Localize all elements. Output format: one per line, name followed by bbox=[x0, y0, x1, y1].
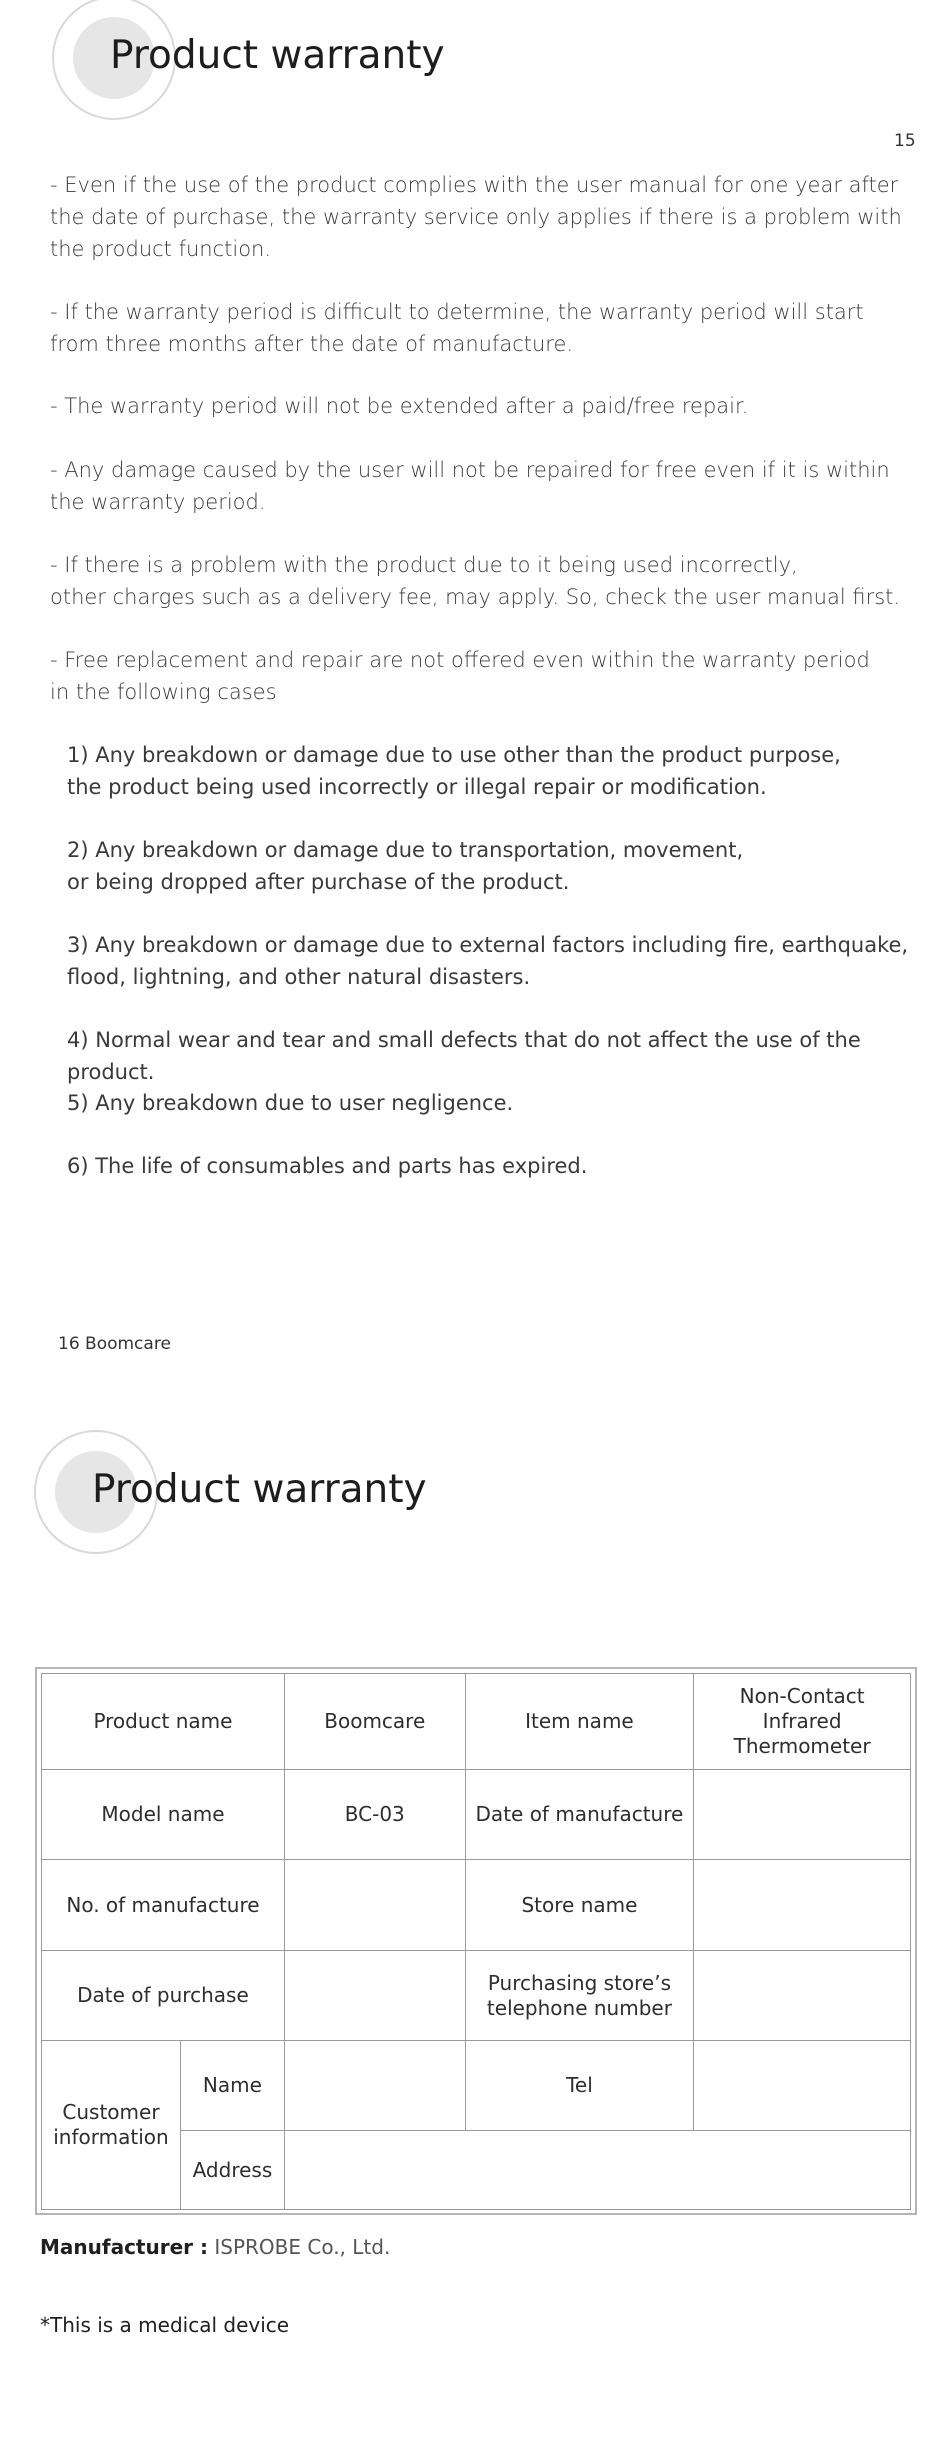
customer-name-label: Name bbox=[180, 2041, 284, 2131]
table-row bbox=[42, 1770, 911, 1860]
warranty-card bbox=[35, 1667, 917, 2215]
warranty-paragraph: - Free replacement and repair are not offered even within the warranty period in the following cases bbox=[50, 648, 870, 704]
date-of-manufacture-label: Date of manufacture bbox=[465, 1770, 694, 1860]
store-phone-label: Purchasing store’s telephone number bbox=[465, 1951, 694, 2041]
no-of-manufacture-value bbox=[284, 1860, 465, 1951]
no-of-manufacture-label: No. of manufacture bbox=[42, 1860, 285, 1951]
item-name-label: Item name bbox=[465, 1674, 694, 1770]
customer-tel-value bbox=[694, 2041, 911, 2131]
manufacturer-value: ISPROBE Co., Ltd. bbox=[214, 2235, 391, 2259]
warranty-paragraph: - If there is a problem with the product due to it being used incorrectly, other charges such as a delivery fee, may apply. So, check the user manual first. bbox=[50, 553, 901, 609]
customer-name-value bbox=[284, 2041, 465, 2131]
exclusion-case: 1) Any breakdown or damage due to use other than the product purpose, the product being used incorrectly or illegal repair or modification. bbox=[67, 743, 841, 799]
customer-address-value bbox=[284, 2131, 910, 2210]
item-name-value: Non-Contact Infrared Thermometer bbox=[694, 1674, 911, 1770]
product-name-label: Product name bbox=[42, 1674, 285, 1770]
model-name-value: BC-03 bbox=[284, 1770, 465, 1860]
warranty-table bbox=[41, 1673, 911, 2210]
table-row bbox=[42, 1951, 911, 2041]
medical-device-note: *This is a medical device bbox=[40, 2313, 290, 2337]
page-title: Product warranty bbox=[110, 33, 445, 78]
table-row bbox=[42, 1674, 911, 1770]
page-title: Product warranty bbox=[92, 1467, 427, 1512]
page-number: 15 bbox=[894, 131, 916, 151]
customer-info-label: Customer information bbox=[42, 2041, 181, 2210]
store-phone-value bbox=[694, 1951, 911, 2041]
table-row bbox=[42, 1860, 911, 1951]
exclusion-case: 3) Any breakdown or damage due to external factors including fire, earthquake, flood, lightning, and other natural disasters. bbox=[67, 933, 909, 989]
exclusion-case: 4) Normal wear and tear and small defects that do not affect the use of the product. bbox=[67, 1028, 861, 1084]
exclusion-case: 6) The life of consumables and parts has expired. bbox=[67, 1154, 588, 1178]
manufacturer-line bbox=[40, 2235, 390, 2259]
customer-tel-label: Tel bbox=[465, 2041, 694, 2131]
exclusion-case: 2) Any breakdown or damage due to transportation, movement, or being dropped after purchase of the product. bbox=[67, 838, 744, 894]
warranty-paragraph: - If the warranty period is difficult to determine, the warranty period will start from three months after the date of manufacture. bbox=[50, 300, 864, 356]
warranty-paragraph: - The warranty period will not be extended after a paid/free repair. bbox=[50, 394, 749, 418]
store-name-label: Store name bbox=[465, 1860, 694, 1951]
model-name-label: Model name bbox=[42, 1770, 285, 1860]
date-of-purchase-label: Date of purchase bbox=[42, 1951, 285, 2041]
product-name-value: Boomcare bbox=[284, 1674, 465, 1770]
warranty-paragraph: - Even if the use of the product complies with the user manual for one year after the date of purchase, the warranty service only applies if there is a problem with the product function. bbox=[50, 173, 902, 261]
table-row bbox=[42, 2041, 911, 2131]
exclusion-case: 5) Any breakdown due to user negligence. bbox=[67, 1091, 514, 1115]
manufacturer-label: Manufacturer : bbox=[40, 2235, 208, 2259]
store-name-value bbox=[694, 1860, 911, 1951]
page-label: 16 Boomcare bbox=[58, 1334, 171, 1354]
customer-address-label: Address bbox=[180, 2131, 284, 2210]
warranty-paragraph: - Any damage caused by the user will not be repaired for free even if it is within the warranty period. bbox=[50, 458, 890, 514]
date-of-purchase-value bbox=[284, 1951, 465, 2041]
date-of-manufacture-value bbox=[694, 1770, 911, 1860]
